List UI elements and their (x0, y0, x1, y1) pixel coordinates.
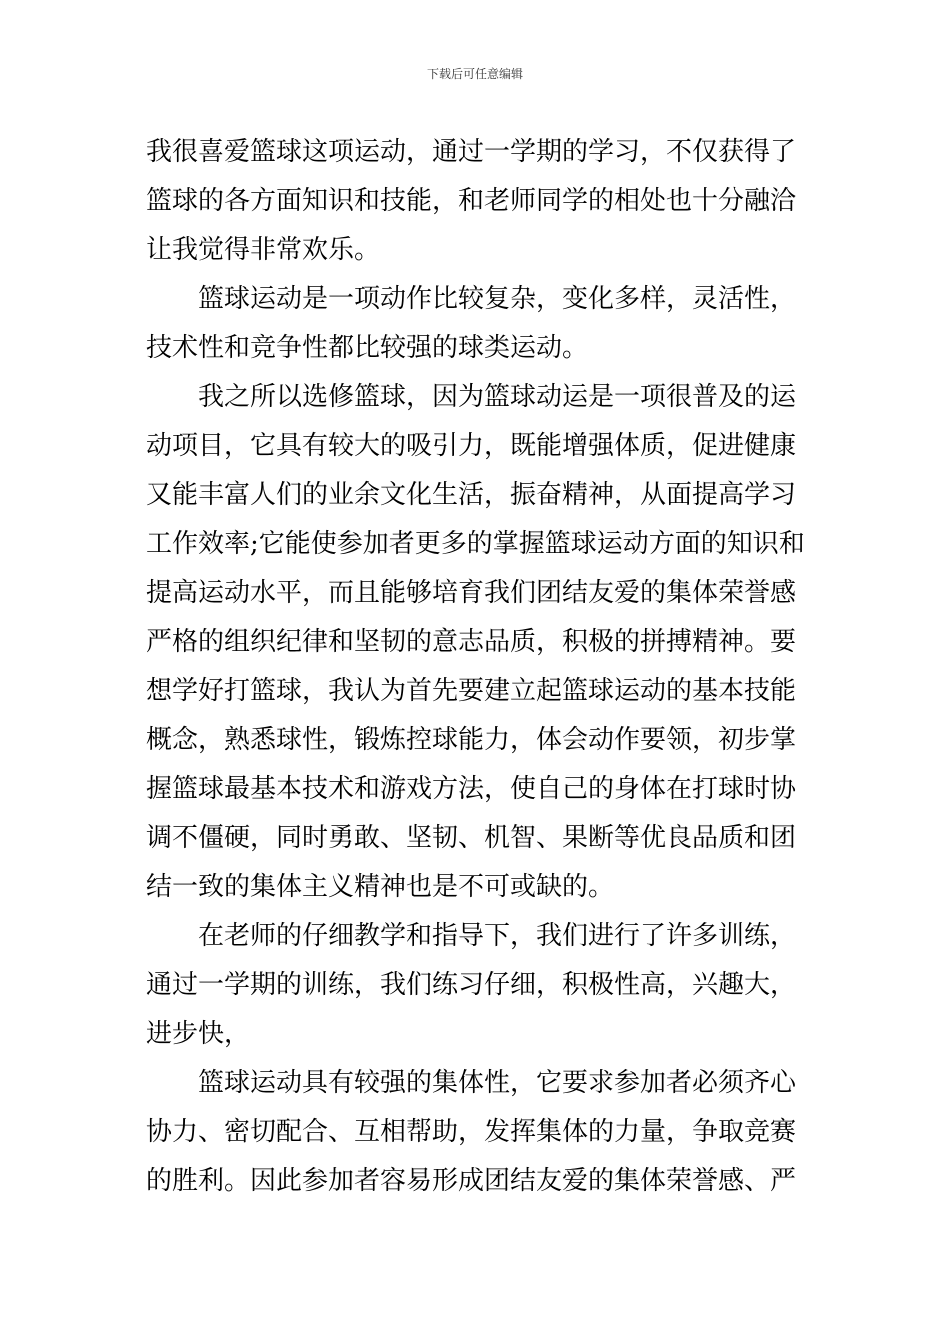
text-line: 让我觉得非常欢乐。 (146, 235, 381, 265)
text-line: 篮球运动是一项动作比较复杂，变化多样，灵活性， (198, 284, 797, 314)
text-line: 篮球的各方面知识和技能，和老师同学的相处也十分融洽 (146, 186, 797, 216)
document-body (146, 128, 806, 1206)
text-line: 进步快， (146, 1019, 251, 1049)
text-line: 在老师的仔细教学和指导下，我们进行了许多训练， (198, 921, 797, 951)
text-line: 工作效率;它能使参加者更多的掌握篮球运动方面的知识和 (146, 529, 805, 559)
text-line: 调不僵硬，同时勇敢、坚韧、机智、果断等优良品质和团 (146, 823, 797, 853)
text-line: 我很喜爱篮球这项运动，通过一学期的学习，不仅获得了 (146, 137, 797, 167)
text-line: 的胜利。因此参加者容易形成团结友爱的集体荣誉感、严 (146, 1166, 797, 1196)
text-line: 通过一学期的训练，我们练习仔细，积极性高，兴趣大， (146, 970, 797, 1000)
text-line: 严格的组织纪律和坚韧的意志品质，积极的拼搏精神。要 (146, 627, 797, 657)
text-line: 概念，熟悉球性，锻炼控球能力，体会动作要领，初步掌 (146, 725, 797, 755)
text-line: 篮球运动具有较强的集体性，它要求参加者必须齐心 (198, 1068, 797, 1098)
text-line: 又能丰富人们的业余文化生活，振奋精神，从面提高学习 (146, 480, 797, 510)
text-line: 结一致的集体主义精神也是不可或缺的。 (146, 872, 615, 902)
text-line: 想学好打篮球，我认为首先要建立起篮球运动的基本技能 (146, 676, 797, 706)
text-line: 协力、密切配合、互相帮助，发挥集体的力量，争取竞赛 (146, 1117, 797, 1147)
page-header: 下载后可任意编辑 (426, 67, 523, 81)
text-line: 动项目，它具有较大的吸引力，既能增强体质，促进健康 (146, 431, 797, 461)
text-line: 提高运动水平，而且能够培育我们团结友爱的集体荣誉感 (146, 578, 797, 608)
text-line: 我之所以选修篮球，因为篮球动运是一项很普及的运 (198, 382, 797, 412)
text-line: 技术性和竞争性都比较强的球类运动。 (146, 333, 589, 363)
text-line: 握篮球最基本技术和游戏方法，使自己的身体在打球时协 (146, 774, 797, 804)
